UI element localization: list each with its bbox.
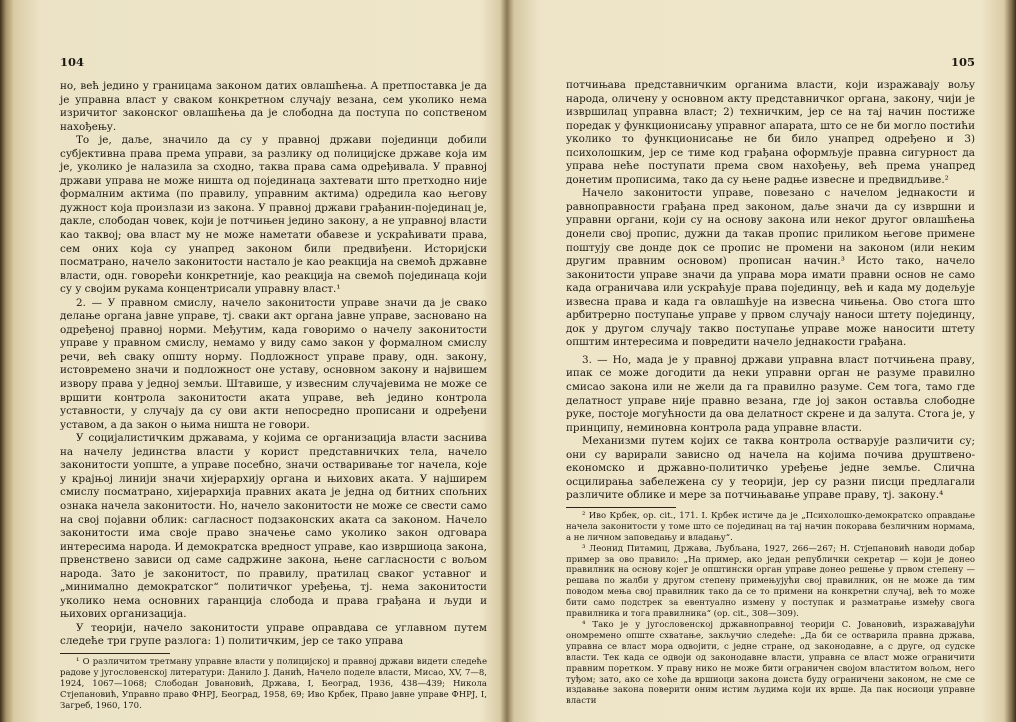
page-body: [566, 79, 975, 707]
page-number: 104: [60, 55, 85, 69]
footnote: ⁴ Тако је у југословенској државноправној теорији С. Јовановић, изражавајући ономремено опште схватање, закључио следеће: „Да би се остварила правна држава, управна се власт мора одвојити, с једне стране, од законодавне, а с друге, од судске власти. Тек када се одвоји од законодавне власти, управна се власт може ограничити правним поретком. У праву нико не може бити ограничен својом властитом вољом, него туђом; зато, ако се хоће да вршиоци закона доиста буду ограничени законом, не сме се издавање закона поверити оним истим људима који их врше. Да пак носиоци управне власти: [566, 620, 975, 707]
paragraph: 3. — Но, мада је у правној држави управна власт потчињена праву, ипак се може догодити да неки управни орган не разуме правилно смисао закона или не жели да га правилно разуме. Сем тога, тамо где делатност управе није правно везана, где јој закон оставља слободне руке, постоје могућности да ова делатност скрене и да залута. Стога је, у принципу, неминовна контрола рада управне власти.: [566, 353, 975, 434]
paragraph: У теорији, начело законитости управе оправдава се углавном путем следеће три групе разлога: 1) политичким, јер се тако управа: [60, 621, 487, 648]
paragraph: Начело законитости управе, повезано с начелом једнакости и равноправности грађана пред законом, даље значи да су извршни и управни органи, који су на основу закона или неког другог овлашћења донели свој пропис, дужни да такав пропис приликом његове примене поштују све донде док се пропис не промени на законом (или неким другим правним основом) прописан начин.³ Исто тако, начело законитости управе значи да управа мора имати правни основ не само када ограничава или ускраћује права појединцу, већ и када му додељује извесна права и када га овлашћује на извесна чињења. Ово стога што арбитрерно поступање управе у првом случају наноси штету појединцу, док у другом случају такво поступање управе може наносити штету општим интересима и повредити начело једнакости грађана.: [566, 187, 975, 349]
paragraph: Механизми путем којих се таква контрола остварује различити су; они су варирали зависно од начела на којима почива друштвено-економско и државно-политичко уређење једне земље. Слична осцилирања забележена су у теорији, јер су разни писци предлагали различите облике и мере за потчињавање управе праву, тј. закону.⁴: [566, 435, 975, 502]
page-body: [60, 80, 487, 712]
footnote-rule: [566, 507, 676, 508]
footnote-rule: [60, 653, 170, 654]
footnote: ² Иво Крбек, op. cit., 171. I. Крбек истиче да је „Психолошко-демократско оправдање начела законитости у томе што се појединац на тај начин покорава безличним нормама, а не личном заповедању и владању“.: [566, 510, 975, 543]
paragraph: 2. — У правном смислу, начело законитости управе значи да је свако делање органа јавне управе, тј. сваки акт органа јавне управе, засновано на одређеној правној норми. Међутим, када говоримо о начелу законитости управе у правном смислу, немамо у виду само закон у формалном смислу речи, већ сваку општу норму. Подложност управе праву, одн. закону, истовремено значи и подложност оне уставу, основном закону и највишем извору права у једној земљи. Штавише, у извесним случајевима не може се вршити контрола законитости аката управе, већ једино контрола уставности, у случају да су ови акти непосредно прописани и одређени уставом, а да закон о њима ништа не говори.: [60, 296, 487, 431]
paragraph: но, већ једино у границама законом датих овлашћења. А претпоставка је да је управна власт у сваком конкретном случају везана, сем уколико нема изричитог законског овлашћења да је слободна да поступа по сопственом нахођењу.: [60, 80, 487, 133]
paragraph: У социјалистичким државама, у којима се организација власти заснива на начелу јединства власти у корист представничких тела, начело законитости уопште, а управе посебно, значи остваривање тог начела, које у крајњој линији значи хијерархију органа и њихових аката. У најширем смислу посматрано, хијерархија правних аката је једна од битних спољних ознака начела законитости. Но, начело законитости не може се свести само на свој појавни облик: сагласност подзаконских аката са законом. Начело законитости има своје право значење само уколико закон одговара интересима народа. И демократска вредност управе, као извршиоца закона, првенствено зависи од саме садржине закона, њене сагласности с вољом народа. Зато је законитост, по правилу, пратилац сваког уставног и „минимално демократског“ политичког уређења, тј. нема законитости уколико нема основних гаранција слобода и права грађана и људи и њихових организација.: [60, 432, 487, 621]
page-number: 105: [950, 55, 975, 69]
right-page: [566, 0, 975, 722]
left-page: [60, 0, 487, 722]
footnote: ¹ О различитом третману управне власти у полицијској и правној држави видети следеће радове у југословенској литератури: Данило J. Данић, Начело поделе власти, Мисао, XV, 7—8, 1924, 1067—1068; Слободан Јовановић, Држава, I, Београд, 1936, 438—439; Никола Стјепановић, Управно право ФНРЈ, Београд, 1958, 69; Иво Крбек, Право јавне управе ФНРЈ, I, Загреб, 1960, 170.: [60, 656, 487, 711]
footnote: ³ Леонид Питамиц, Држава, Љубљана, 1927, 266—267; Н. Стјепановић наводи добар пример за ово правило: „На пример, ако један републички секретар — који је донео правилник на основу којег је општински орган управе донео решење у првом степену — решава по жалби у другом степену примењујући свој правилник, он не може да тим поводом мења свој правилник тако да се то примени на конкретни случај, већ то може бити само подстрек за евентуално измену у поступак и разматрање између свога правилника и тога правилника“ (op. cit., 308—309).: [566, 543, 975, 620]
paragraph: потчињава представничким органима власти, који изражавају вољу народа, оличену у основном акту представничког органа, закону, чији је извршилац управна власт; 2) техничким, јер се на тај начин постиже поредак у функционисању управног апарата, што се не би могло постићи уколико то функционисање не би било унапред одређено и 3) психолошким, јер се тиме код грађана оформљује правна сигурност да управа неће поступати према свом нахођењу, већ према унапред донетим прописима, тако да су њене радње извесне и предвидљиве.²: [566, 79, 975, 186]
paragraph: То је, даље, значило да су у правној држави појединци добили субјективна права према управи, за разлику од полицијске државе која им је, уколико је налазила за сходно, таква права сама одређивала. У правној држави управа не може ништа од појединаца захтевати што претходно није формалним актима (по правилу, управним актима) одредила као његову дужност која произлази из закона. У правној држави грађанин-појединац је, дакле, слободан човек, који је потчињен једино закону, а не управној власти као таквој; ова власт му не може наметати обавезе и ускраћивати права, сем оних која су унапред законом били предвиђени. Историјски посматрано, начело законитости настало је као реакција на свемоћ државне власти, одн. говорећи конкретније, као реакција на свемоћ појединаца који су у својим рукама концентрисали управну власт.¹: [60, 134, 487, 296]
